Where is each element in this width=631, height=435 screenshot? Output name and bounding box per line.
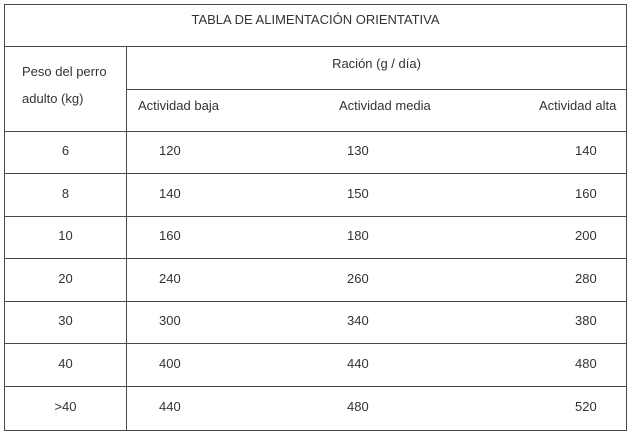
medium-activity-cell: 440 <box>347 356 369 371</box>
column-divider <box>126 46 127 430</box>
row-divider <box>5 216 626 217</box>
medium-activity-cell: 260 <box>347 271 369 286</box>
activity-low-header: Actividad baja <box>138 98 219 113</box>
weight-cell: 8 <box>61 186 70 201</box>
low-activity-cell: 240 <box>159 271 181 286</box>
low-activity-cell: 400 <box>159 356 181 371</box>
low-activity-cell: 120 <box>159 143 181 158</box>
high-activity-cell: 160 <box>575 186 597 201</box>
activity-high-header: Actividad alta <box>539 98 617 113</box>
high-activity-cell: 380 <box>575 313 597 328</box>
high-activity-cell: 480 <box>575 356 597 371</box>
medium-activity-cell: 130 <box>347 143 369 158</box>
row-divider <box>5 343 626 344</box>
table-title: TABLA DE ALIMENTACIÓN ORIENTATIVA <box>191 12 440 27</box>
weight-cell: >40 <box>54 399 77 414</box>
row-divider <box>5 386 626 387</box>
high-activity-cell: 280 <box>575 271 597 286</box>
weight-cell: 30 <box>58 313 73 328</box>
row-divider <box>5 173 626 174</box>
weight-cell: 6 <box>61 143 70 158</box>
weight-cell: 40 <box>58 356 73 371</box>
ration-header: Ración (g / día) <box>332 56 421 71</box>
medium-activity-cell: 180 <box>347 228 369 243</box>
high-activity-cell: 140 <box>575 143 597 158</box>
medium-activity-cell: 150 <box>347 186 369 201</box>
medium-activity-cell: 480 <box>347 399 369 414</box>
low-activity-cell: 160 <box>159 228 181 243</box>
weight-cell: 10 <box>58 228 73 243</box>
high-activity-cell: 520 <box>575 399 597 414</box>
low-activity-cell: 440 <box>159 399 181 414</box>
low-activity-cell: 140 <box>159 186 181 201</box>
low-activity-cell: 300 <box>159 313 181 328</box>
title-divider <box>5 46 626 47</box>
feeding-table <box>4 4 627 431</box>
row-divider <box>5 258 626 259</box>
ration-divider <box>126 89 626 90</box>
weight-header-line2: adulto (kg) <box>22 91 84 106</box>
row-divider <box>5 301 626 302</box>
weight-cell: 20 <box>58 271 73 286</box>
high-activity-cell: 200 <box>575 228 597 243</box>
header-divider <box>5 131 626 132</box>
weight-header-line1: Peso del perro <box>22 64 107 79</box>
activity-medium-header: Actividad media <box>339 98 431 113</box>
medium-activity-cell: 340 <box>347 313 369 328</box>
